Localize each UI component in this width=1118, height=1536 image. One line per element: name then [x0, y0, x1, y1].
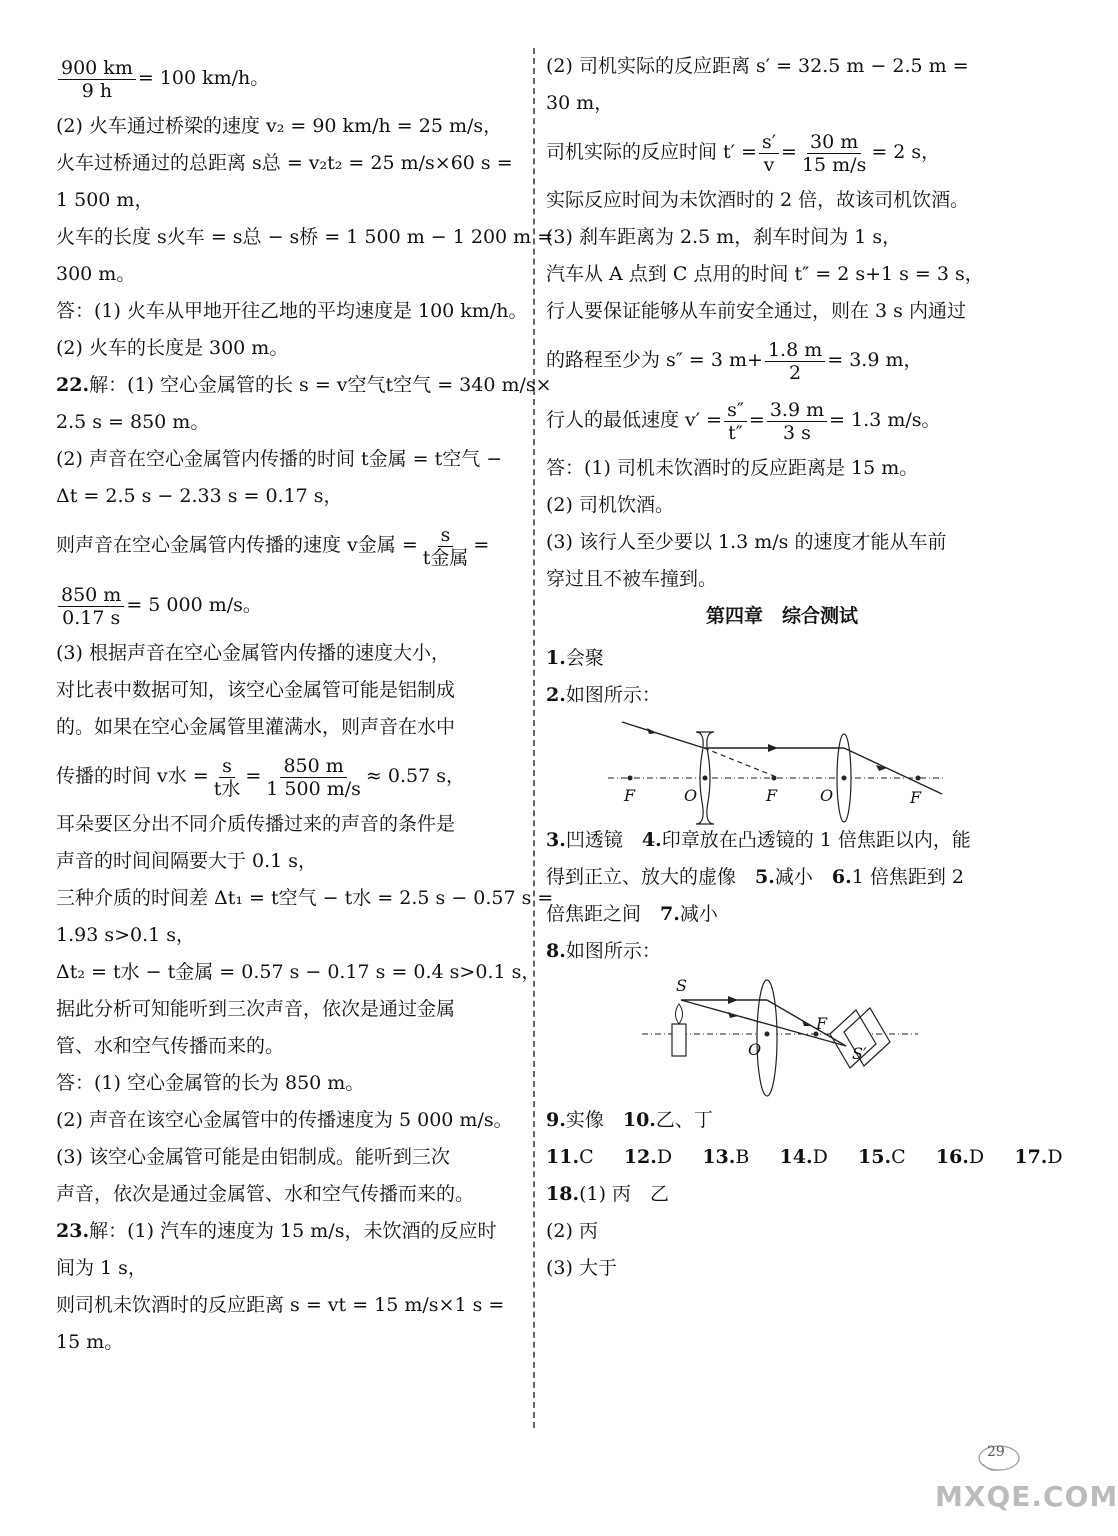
mc-answer	[546, 1146, 594, 1168]
text: 的路程至少为 s″ = 3 m+	[546, 349, 763, 371]
text-line: (3) 大于	[546, 1257, 617, 1279]
text: (1) 丙 乙	[579, 1183, 670, 1205]
text-line: 答：(1) 火车从甲地开往乙地的平均速度是 100 km/h。	[56, 300, 528, 322]
mc-answer	[858, 1146, 906, 1168]
text: 传播的时间 v水 =	[56, 765, 209, 787]
text: 凹透镜	[565, 829, 642, 851]
text-line: 实际反应时间为未饮酒时的 2 倍，故该司机饮酒。	[546, 189, 970, 211]
question-number: 1.	[546, 647, 566, 669]
text: =	[473, 534, 490, 556]
numerator: s	[438, 524, 454, 547]
denominator: 1 500 m/s	[266, 777, 361, 800]
question-number: 2.	[546, 684, 566, 706]
text-line: 火车过桥通过的总距离 s总 = v₂t₂ = 25 m/s×60 s =	[56, 152, 513, 174]
fraction	[759, 131, 779, 176]
optical-center-label: O	[684, 786, 698, 805]
denominator: 15 m/s	[801, 153, 867, 176]
focus-label: F	[624, 786, 636, 805]
text-line: 声音的时间间隔要大于 0.1 s，	[56, 850, 318, 872]
lens-diagram-1	[546, 714, 1018, 822]
question-number: 9.	[546, 1109, 566, 1131]
question-number: 6.	[831, 866, 852, 888]
text-line: 答：(1) 司机未饮酒时的反应距离是 15 m。	[546, 457, 919, 479]
answer: D	[1047, 1146, 1063, 1168]
text-line	[546, 390, 1018, 450]
question-number: 10.	[622, 1109, 656, 1131]
numerator: s′	[759, 131, 779, 154]
text-line	[546, 822, 1018, 859]
text: =	[781, 141, 797, 163]
question-number: 3.	[546, 829, 566, 851]
answer: D	[812, 1146, 828, 1168]
text-line: (2) 司机实际的反应距离 s′ = 32.5 m − 2.5 m =	[546, 55, 969, 77]
text: = 3.9 m，	[827, 349, 923, 371]
fraction	[58, 57, 136, 102]
text: 倍焦距之间	[546, 903, 661, 925]
question-number: 5.	[755, 866, 775, 888]
text: 如图所示：	[565, 940, 661, 962]
text: 减小	[679, 903, 718, 925]
text-line	[546, 640, 1018, 677]
text-line	[56, 746, 524, 806]
question-number: 12.	[623, 1146, 657, 1168]
fraction	[799, 131, 869, 176]
page-number-badge	[975, 1440, 1025, 1476]
text-line: (2) 司机饮酒。	[546, 494, 674, 516]
text-line	[56, 367, 552, 404]
fraction	[211, 755, 244, 800]
numerator: s″	[724, 399, 747, 422]
text-line: 则司机未饮酒时的反应距离 s = vt = 15 m/s×1 s =	[56, 1294, 505, 1316]
text-line: 1 500 m，	[56, 189, 154, 211]
text-line: 三种介质的时间差 Δt₁ = t空气 − t水 = 2.5 s − 0.57 s =	[56, 887, 554, 909]
text-line: 耳朵要区分出不同介质传播过来的声音的条件是	[56, 813, 456, 835]
question-number: 17.	[1014, 1146, 1048, 1168]
text-line	[546, 896, 1018, 933]
numerator: 850 m	[58, 584, 124, 607]
text-line: 据此分析可知能听到三次声音，依次是通过金属	[56, 998, 456, 1020]
text-line: 的。如果在空心金属管里灌满水，则声音在水中	[56, 716, 456, 738]
text: 会聚	[565, 647, 604, 669]
fraction	[58, 584, 124, 629]
focus-label: F	[910, 788, 922, 807]
mc-answer	[624, 1146, 672, 1168]
text-line	[546, 330, 1018, 390]
fraction	[420, 524, 472, 569]
question-number: 11.	[546, 1146, 580, 1168]
text: = 5 000 m/s。	[126, 594, 262, 616]
question-number: 16.	[935, 1146, 969, 1168]
denominator: t金属	[422, 546, 469, 569]
answer: B	[735, 1146, 750, 1168]
text-line: (2) 火车的长度是 300 m。	[56, 337, 289, 359]
optical-center-label: O	[820, 786, 834, 805]
fraction	[767, 399, 827, 444]
text-line: (2) 声音在空心金属管内传播的时间 t金属 = t空气 −	[56, 448, 503, 470]
question-number: 22.	[56, 374, 90, 396]
text-line: 汽车从 A 点到 C 点用的时间 t″ = 2 s+1 s = 3 s，	[546, 263, 984, 285]
text-line	[546, 677, 1018, 714]
text: 则声音在空心金属管内传播的速度 v金属 =	[56, 534, 418, 556]
text-line: (2) 丙	[546, 1220, 598, 1242]
page-number: 29	[987, 1444, 1005, 1460]
text-line: (3) 刹车距离为 2.5 m，刹车时间为 1 s，	[546, 226, 902, 248]
focus-label: F	[766, 786, 778, 805]
text-line: 300 m。	[56, 263, 136, 285]
denominator: 2	[789, 361, 802, 384]
text-line	[546, 933, 1018, 970]
text: 解：(1) 汽车的速度为 15 m/s，未饮酒的反应时	[89, 1220, 497, 1242]
text-line: (3) 根据声音在空心金属管内传播的速度大小，	[56, 642, 450, 664]
image-label: S′	[852, 1044, 867, 1063]
text-line: (3) 该行人至少要以 1.3 m/s 的速度才能从车前	[546, 531, 947, 553]
text-line	[546, 859, 1018, 896]
text-line	[546, 1176, 1018, 1213]
denominator: t水	[213, 777, 241, 800]
denominator: 9 h	[81, 79, 113, 102]
fraction	[765, 339, 825, 384]
question-number: 23.	[56, 1220, 90, 1242]
denominator: 3 s	[783, 421, 811, 444]
text: =	[245, 765, 262, 787]
text: 司机实际的反应时间 t′ =	[546, 141, 757, 163]
question-number: 4.	[641, 829, 662, 851]
text-line: 管、水和空气传播而来的。	[56, 1035, 285, 1057]
text-line: 对比表中数据可知，该空心金属管可能是铝制成	[56, 679, 456, 701]
mc-answer	[780, 1146, 828, 1168]
text: = 2 s，	[871, 141, 941, 163]
text: ≈ 0.57 s，	[365, 765, 465, 787]
text-line: (2) 火车通过桥梁的速度 v₂ = 90 km/h = 25 m/s，	[56, 115, 503, 137]
text-line	[56, 48, 524, 108]
text: 得到正立、放大的虚像	[546, 866, 756, 888]
text-line: 声音，依次是通过金属管、水和空气传播而来的。	[56, 1183, 475, 1205]
numerator: 3.9 m	[767, 399, 827, 422]
text-line: 1.93 s>0.1 s，	[56, 924, 196, 946]
text-line: 2.5 s = 850 m。	[56, 411, 210, 433]
numerator: s	[219, 755, 235, 778]
text: = 100 km/h。	[137, 67, 270, 89]
text-line: 火车的长度 s火车 = s总 − s桥 = 1 500 m − 1 200 m =	[56, 226, 554, 248]
text: 解：(1) 空心金属管的长 s = v空气t空气 = 340 m/s×	[89, 374, 552, 396]
question-number: 18.	[546, 1183, 580, 1205]
lens-diagram-1-svg	[546, 714, 1018, 822]
numerator: 30 m	[807, 131, 861, 154]
fraction	[263, 755, 364, 800]
text: 如图所示：	[565, 684, 661, 706]
answer: C	[579, 1146, 594, 1168]
question-number: 14.	[779, 1146, 813, 1168]
text-line: Δt₂ = t水 − t金属 = 0.57 s − 0.17 s = 0.4 s>0.1 s，	[56, 961, 541, 983]
focus-label: F	[816, 1014, 828, 1033]
text-line: Δt = 2.5 s − 2.33 s = 0.17 s，	[56, 485, 343, 507]
text-line	[56, 1213, 524, 1250]
denominator: v	[763, 153, 775, 176]
numerator: 1.8 m	[765, 339, 825, 362]
text-line	[546, 1102, 1018, 1139]
mc-answer	[936, 1146, 984, 1168]
text-line: 15 m。	[56, 1331, 124, 1353]
text-line	[56, 575, 524, 635]
text-line: (2) 声音在该空心金属管中的传播速度为 5 000 m/s。	[56, 1109, 513, 1131]
column-divider	[533, 48, 535, 1428]
numerator: 850 m	[280, 755, 346, 778]
text: 1 倍焦距到 2	[851, 866, 964, 888]
text-line: (3) 该空心金属管可能是由铝制成。能听到三次	[56, 1146, 450, 1168]
source-label: S	[676, 976, 687, 995]
answer: D	[968, 1146, 985, 1168]
text: 减小	[774, 866, 832, 888]
multiple-choice-answers	[546, 1139, 1063, 1176]
section-heading: 第四章 综合测试	[705, 605, 858, 627]
text-line: 30 m，	[546, 92, 614, 114]
text-line	[56, 515, 524, 575]
lens-diagram-2-svg	[546, 970, 1018, 1102]
numerator: 900 km	[58, 57, 136, 80]
text: =	[748, 409, 765, 431]
watermark: MXQE.COM	[935, 1480, 1118, 1513]
question-number: 13.	[702, 1146, 736, 1168]
optical-center-label: O	[748, 1040, 762, 1059]
text-line: 答：(1) 空心金属管的长为 850 m。	[56, 1072, 365, 1094]
text-line: 间为 1 s，	[56, 1257, 147, 1279]
text: 乙、丁	[655, 1109, 713, 1131]
answer: D	[656, 1146, 673, 1168]
text: 行人的最低速度 v′ =	[546, 409, 723, 431]
left-column	[56, 48, 554, 1361]
answer: C	[891, 1146, 906, 1168]
mc-answer	[1014, 1146, 1062, 1168]
denominator: 0.17 s	[62, 606, 121, 629]
denominator: t″	[728, 421, 743, 444]
question-number: 8.	[546, 940, 566, 962]
mc-answer	[702, 1146, 749, 1168]
question-number: 7.	[660, 903, 680, 925]
question-number: 15.	[858, 1146, 892, 1168]
text: 印章放在凸透镜的 1 倍焦距以内，能	[661, 829, 971, 851]
fraction	[724, 399, 747, 444]
lens-diagram-2	[546, 970, 1018, 1102]
right-column	[546, 48, 1063, 1287]
text-line: 行人要保证能够从车前安全通过，则在 3 s 内通过	[546, 300, 966, 322]
text-line	[546, 122, 1018, 182]
text: 实像	[565, 1109, 623, 1131]
text: = 1.3 m/s。	[829, 409, 941, 431]
text-line: 穿过且不被车撞到。	[546, 568, 718, 590]
